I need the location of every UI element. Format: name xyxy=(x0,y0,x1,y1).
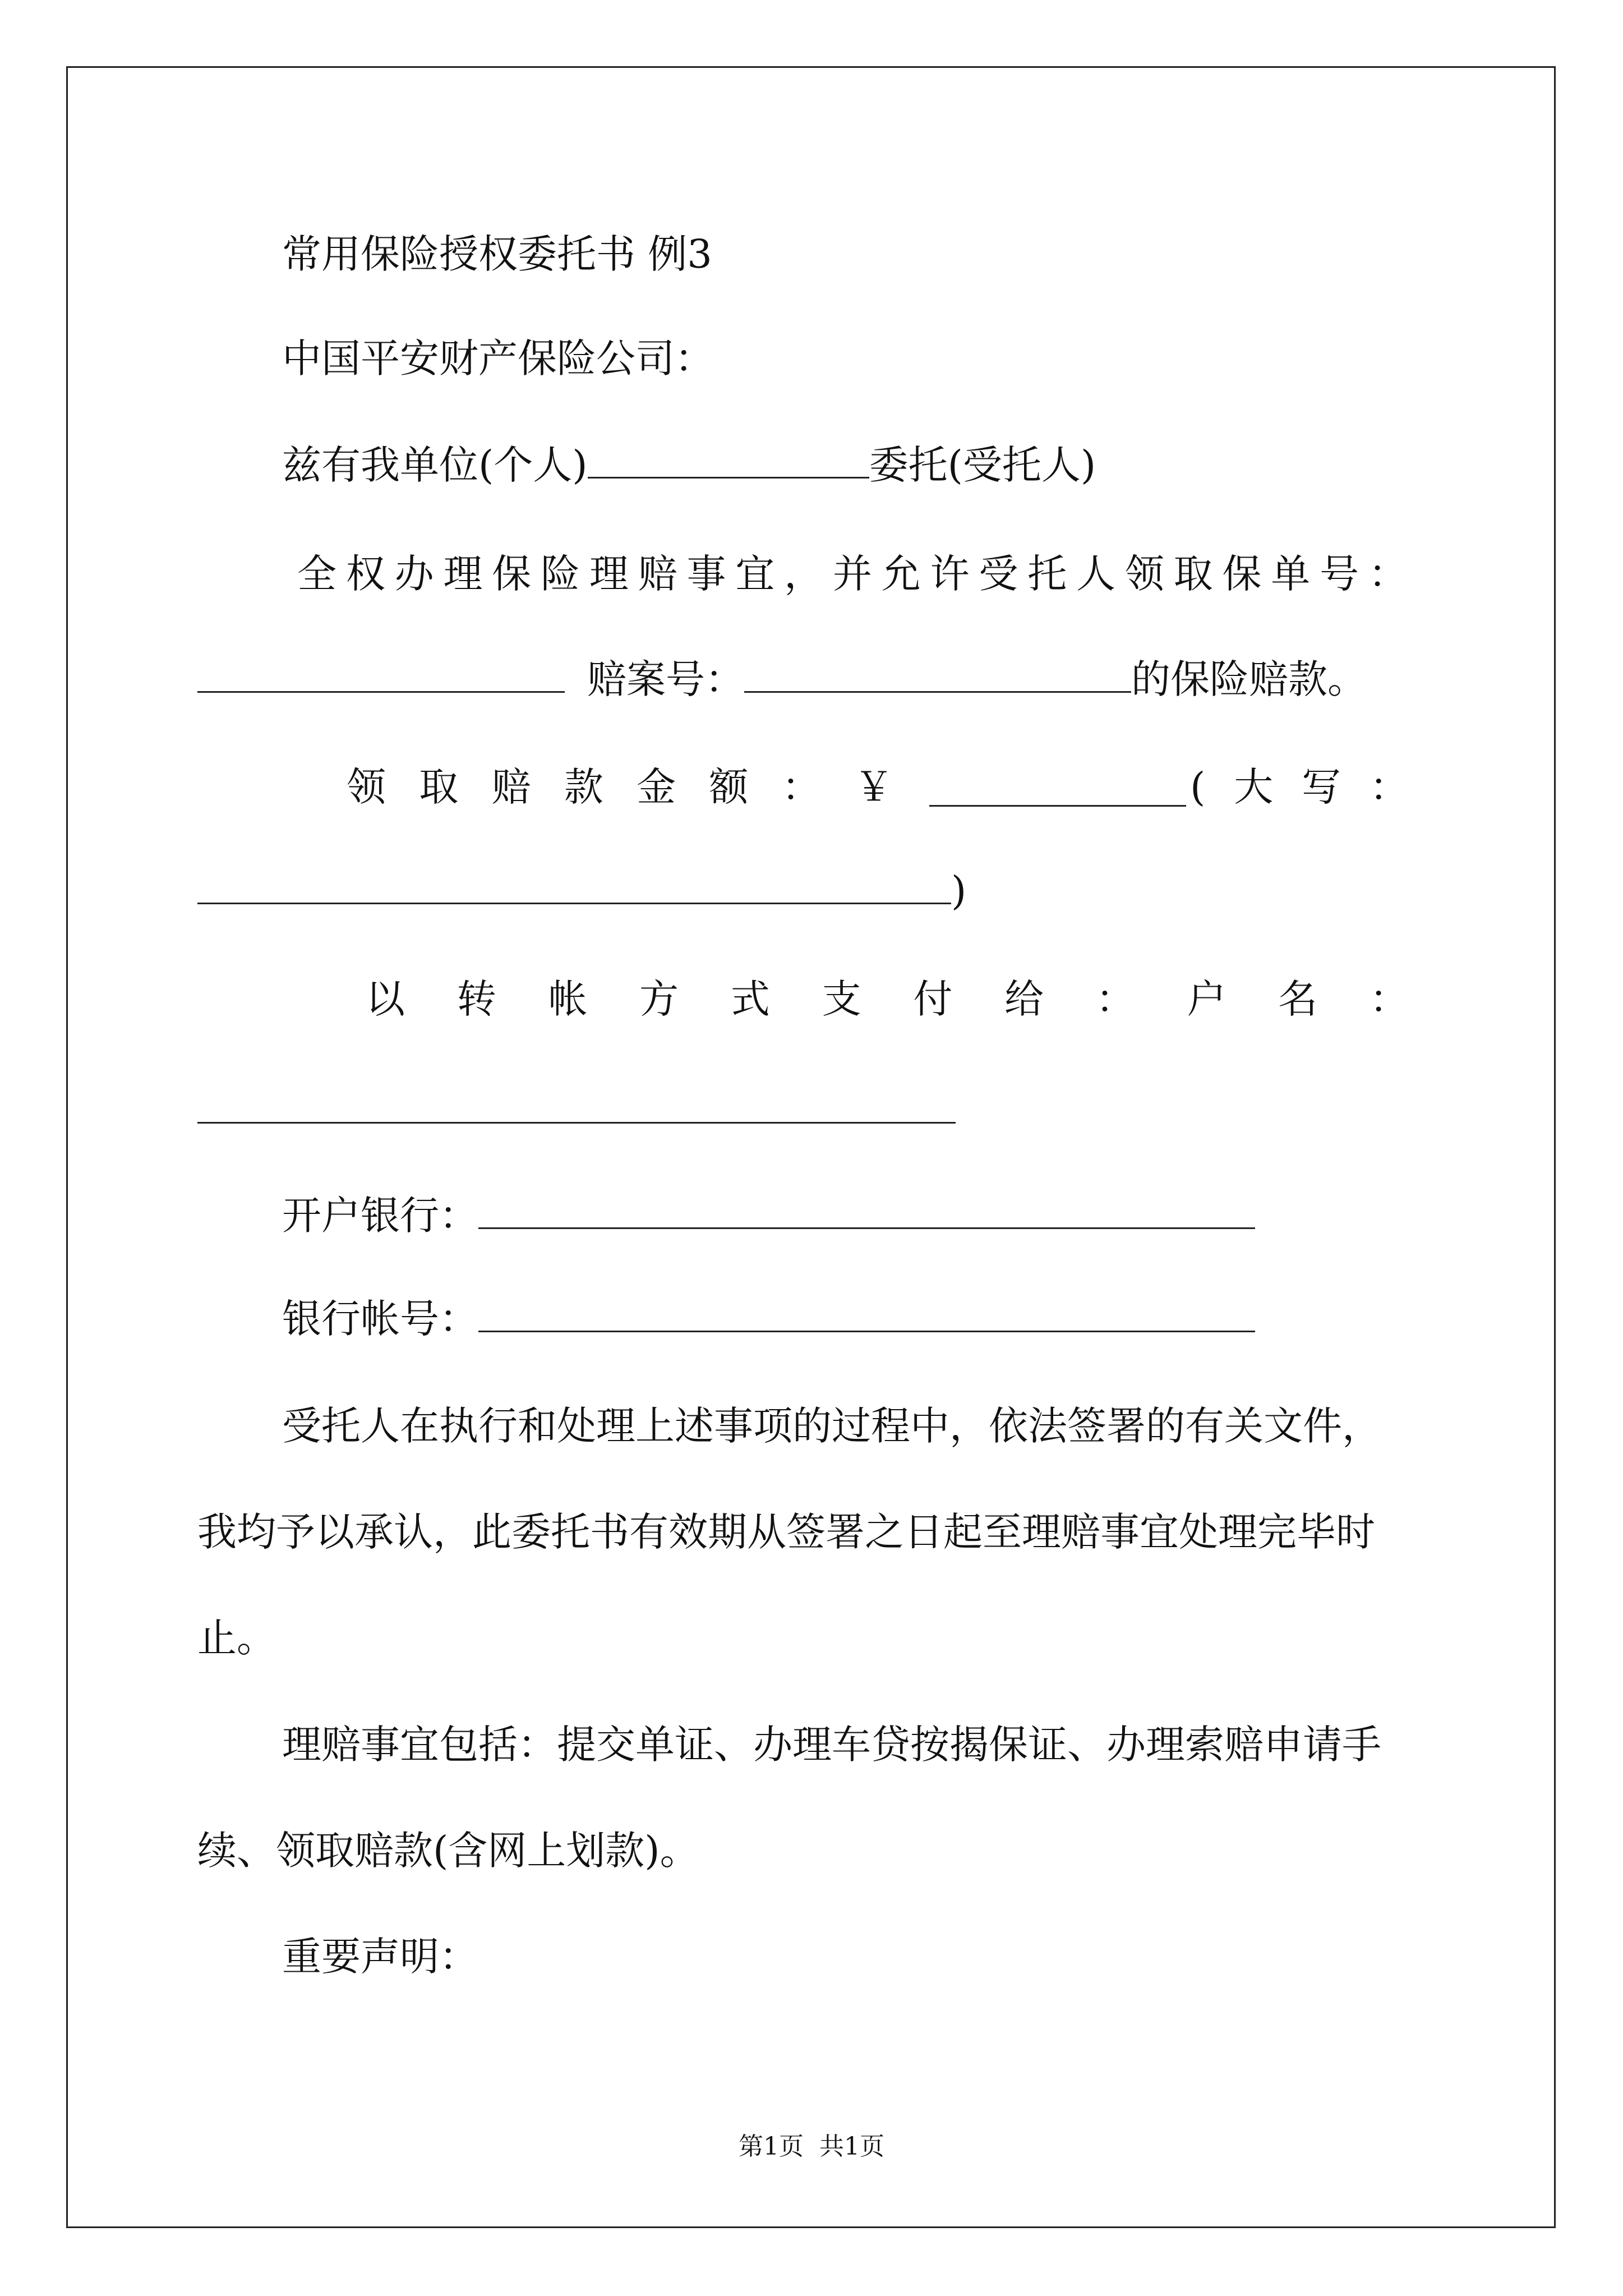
authority-line-char: ： xyxy=(1368,551,1408,597)
authority-line-char: 单 xyxy=(1271,551,1311,597)
claim-line-end: 的保险赔款。 xyxy=(1131,656,1367,702)
authority-line-char: 并 xyxy=(832,551,872,597)
amount-line-char: ： xyxy=(781,764,821,810)
bank-line xyxy=(282,1193,1255,1239)
transfer-line-char: 户 xyxy=(1187,976,1227,1022)
authority-line-char: 领 xyxy=(1124,551,1164,597)
amount-line-char: ￥ xyxy=(854,764,893,810)
authority-line-char: 允 xyxy=(881,551,921,597)
amount-line xyxy=(347,764,893,810)
entrust-line-end: 委托(受托人) xyxy=(869,442,1096,488)
authority-line-char: 托 xyxy=(1027,551,1067,597)
authority-line-char: 许 xyxy=(930,551,970,597)
amount-uppercase-label xyxy=(1190,764,1409,810)
amount-line-char: 款 xyxy=(564,764,603,810)
page-border xyxy=(66,66,1556,2228)
amount-uppercase-label-char: ： xyxy=(1369,764,1409,810)
amount-uppercase-label-char: 大 xyxy=(1234,764,1274,810)
para1-line1: 受托人在执行和处理上述事项的过程中，依法签署的有关文件， xyxy=(282,1403,1381,1449)
transfer-line-char: 帐 xyxy=(548,976,588,1022)
authority-line-char: 赔 xyxy=(638,551,677,597)
amount-uppercase-close: ) xyxy=(951,868,967,914)
authority-line xyxy=(297,551,1408,597)
transfer-line-char: 转 xyxy=(457,976,496,1022)
authority-line-char: 全 xyxy=(297,551,336,597)
amount-line-char: 领 xyxy=(347,764,386,810)
claim-number-label: 赔案号： xyxy=(587,656,744,702)
transfer-line-char: 式 xyxy=(730,976,770,1022)
transfer-line-char: ： xyxy=(1369,976,1409,1022)
amount-blank[interactable] xyxy=(929,774,1186,807)
bank-label: 开户银行： xyxy=(282,1193,478,1239)
authority-line-char: 理 xyxy=(443,551,483,597)
amount-uppercase-label-char: ( xyxy=(1190,764,1206,810)
claim-number-blank[interactable] xyxy=(744,660,1131,693)
authority-line-char: 保 xyxy=(1222,551,1262,597)
authority-line-char: 受 xyxy=(979,551,1018,597)
page-total: 共1页 xyxy=(819,2132,884,2161)
amount-line-char: 取 xyxy=(419,764,459,810)
amount-line-char: 赔 xyxy=(491,764,531,810)
transfer-line-char: 支 xyxy=(822,976,861,1022)
policy-number-blank[interactable] xyxy=(197,660,565,693)
account-line xyxy=(282,1296,1255,1342)
authority-line-char: 权 xyxy=(345,551,385,597)
claim-line xyxy=(197,656,1367,702)
account-name-blank[interactable] xyxy=(197,1091,956,1124)
para2-line2: 续、领取赔款(含网上划款)。 xyxy=(197,1828,699,1874)
authority-line-char: 宜 xyxy=(735,551,775,597)
amount-line-char: 额 xyxy=(709,764,749,810)
page-current: 第1页 xyxy=(739,2132,804,2161)
authority-line-char: 保 xyxy=(492,551,532,597)
bank-blank[interactable] xyxy=(478,1196,1255,1229)
entrust-line-start: 兹有我单位(个人) xyxy=(282,442,588,488)
statement-label: 重要声明： xyxy=(282,1934,478,1980)
transfer-line-char: 给 xyxy=(1004,976,1044,1022)
page-footer xyxy=(0,2134,1623,2159)
entrust-line xyxy=(282,442,1096,488)
authority-line-char: 号 xyxy=(1320,551,1359,597)
transfer-line-char: ： xyxy=(1095,976,1135,1022)
document-title: 常用保险授权委托书 例3 xyxy=(282,231,712,277)
authority-line-char: 取 xyxy=(1173,551,1213,597)
transfer-line-char: 以 xyxy=(366,976,405,1022)
amount-uppercase-label-char: 写 xyxy=(1302,764,1341,810)
para1-line2: 我均予以承认，此委托书有效期从签署之日起至理赔事宜处理完毕时 xyxy=(197,1509,1375,1555)
addressee: 中国平安财产保险公司： xyxy=(282,335,714,381)
transfer-line-char: 名 xyxy=(1278,976,1318,1022)
transfer-line-char: 付 xyxy=(913,976,953,1022)
authority-line-char: 险 xyxy=(541,551,580,597)
para1-line3: 止。 xyxy=(197,1615,276,1661)
transfer-line-char: 方 xyxy=(639,976,679,1022)
authority-line-char: 人 xyxy=(1076,551,1115,597)
authority-line-char: 事 xyxy=(686,551,726,597)
authority-line-char: 办 xyxy=(394,551,434,597)
para2-line1: 理赔事宜包括：提交单证、办理车贷按揭保证、办理索赔申请手 xyxy=(282,1722,1381,1768)
authority-line-char: 理 xyxy=(589,551,629,597)
amount-line-char: 金 xyxy=(637,764,676,810)
account-number-blank[interactable] xyxy=(478,1299,1255,1332)
amount-uppercase-line xyxy=(197,868,967,914)
transfer-line xyxy=(366,976,1409,1022)
amount-uppercase-blank[interactable] xyxy=(197,871,951,904)
principal-name-blank[interactable] xyxy=(588,445,869,478)
authority-line-char: ， xyxy=(784,551,824,597)
account-label: 银行帐号： xyxy=(282,1296,478,1342)
